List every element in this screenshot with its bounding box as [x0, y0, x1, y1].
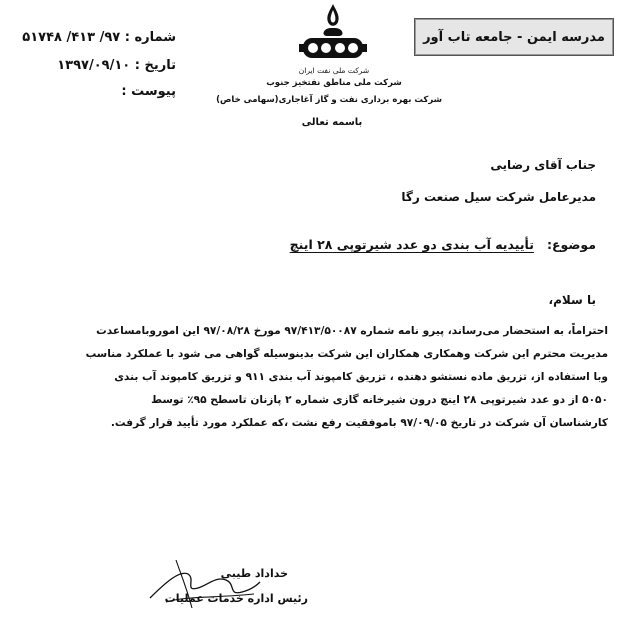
- letter-date: [57, 56, 176, 75]
- number-label: شماره :: [124, 30, 176, 45]
- body-line-5: کارشناسان آن شرکت در تاریخ ۹۷/۰۹/۰۵ باموفقیت رفع نشت ،که عملکرد مورد تأیید قرار گرفت.: [110, 417, 608, 429]
- greeting: با سلام،: [548, 293, 596, 307]
- org-line-2: شرکت بهره برداری نفت و گاز آغاجاری(سهامی خاص): [216, 95, 442, 105]
- subject-label: موضوع:: [546, 237, 596, 252]
- signatory-name: خداداد طیبی: [220, 567, 288, 580]
- nioc-logo-icon: [293, 2, 373, 64]
- school-stamp: [414, 18, 614, 56]
- recipient-title: مدیرعامل شرکت سیل صنعت رگا: [401, 190, 596, 204]
- org-line-1: شرکت ملی مناطق نفتخیز جنوب: [266, 78, 402, 88]
- logo-caption: شرکت ملی نفت ایران: [298, 66, 370, 75]
- date-value: ۱۳۹۷/۰۹/۱۰: [57, 58, 131, 73]
- body-line-4: ۵۰۵۰ از دو عدد شیرتوپی ۲۸ اینچ درون شیرخانه گازی شماره ۲ پازنان تاسطح ۹۵٪ توسط: [151, 394, 608, 406]
- bismillah: باسمه تعالی: [301, 117, 363, 128]
- subject-text: تأییدیه آب بندی دو عدد شیرتوپی ۲۸ اینچ: [289, 237, 534, 252]
- letter-body: [86, 320, 608, 435]
- signatory-title: رئیس اداره خدمات عملیات: [164, 592, 308, 605]
- body-line-1: احتراماً، به استحضار می‌رساند، پیرو نامه شماره ۹۷/۴۱۳/۵۰۰۸۷ مورخ ۹۷/۰۸/۲۸ این اموروبامساعدت: [96, 325, 608, 337]
- subject-line: [240, 237, 596, 252]
- letter-attachment: [96, 82, 176, 101]
- stamp-text: مدرسه ایمن - جامعه تاب آور: [423, 29, 605, 45]
- body-line-2: مدیریت محترم این شرکت وهمکاری همکاران این شرکت بدینوسیله گواهی می شود با عملکرد مناسب: [85, 348, 608, 360]
- letter-number: [22, 28, 176, 47]
- attachment-label: پیوست :: [121, 84, 176, 99]
- date-label: تاریخ :: [134, 58, 176, 73]
- body-line-3: وبا استفاده از، تزریق ماده نستشو دهنده ، تزریق کامپوند آب بندی ۹۱۱ و تزریق کامپوند آب بندی: [114, 371, 608, 383]
- recipient-name: جناب آقای رضایی: [490, 158, 596, 172]
- number-value: ۹۷/ ۴۱۳/ ۵۱۷۴۸: [22, 30, 121, 45]
